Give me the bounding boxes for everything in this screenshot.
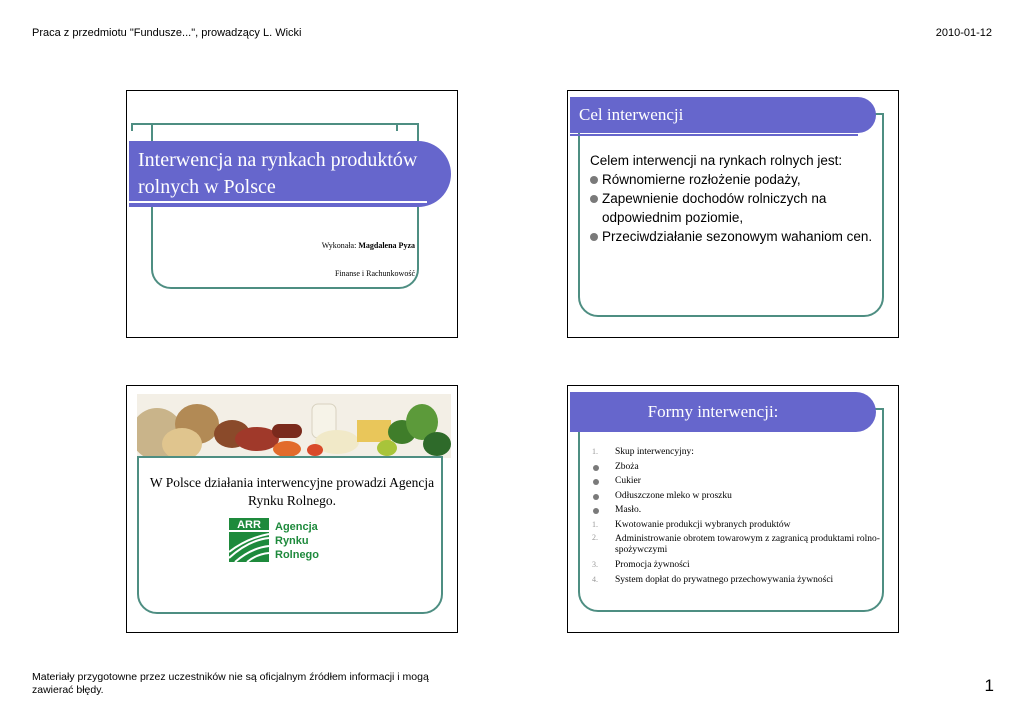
slide-2-title-bar: Cel interwencji [570, 97, 876, 133]
item-number: 3. [592, 560, 598, 569]
item-number: 1. [592, 447, 598, 456]
page-number: 1 [984, 676, 994, 695]
author-prefix: Wykonała: [321, 241, 359, 250]
svg-text:Rynku: Rynku [275, 535, 309, 547]
slide-4-forms [567, 385, 899, 633]
slide-3-text: W Polsce działania interwencyjne prowadzi Agencja Rynku Rolnego. [149, 475, 435, 508]
page-footer-note: Materiały przygotowne przez uczestników nie są oficjalnym źródłem informacji i mogą zawierać błędy. [32, 671, 429, 696]
svg-text:Rolnego: Rolnego [275, 549, 319, 561]
list-item: Równomierne rozłożenie podaży, [590, 170, 880, 189]
item-number: 4. [592, 574, 598, 584]
slide-3-agency [126, 385, 458, 633]
item-text: Promocja żywności [615, 560, 690, 570]
slide-2-title-underline [570, 134, 858, 136]
bullet-dot-icon [593, 508, 599, 514]
list-item [590, 518, 880, 533]
list-item [590, 558, 880, 573]
item-text: System dopłat do prywatnego przechowywania żywności [615, 574, 834, 585]
bullet-dot-icon [593, 465, 599, 471]
item-text: Odłuszczone mleko w proszku [615, 490, 732, 501]
bullet-dot-icon [593, 494, 599, 500]
page-header-title: Praca z przedmiotu "Fundusze...", prowadzący L. Wicki [32, 27, 302, 39]
slide-2-bullet-list [590, 170, 880, 246]
item-text: Administrowanie obrotem towarowym z zagranicą produktami rolno-spożywczymi [615, 534, 880, 555]
item-text: Zboża [615, 461, 639, 472]
list-item [590, 474, 880, 489]
slide-1-title-underline [129, 201, 427, 203]
list-item [590, 489, 880, 504]
bullet-dot-icon [593, 479, 599, 485]
item-text: Masło. [615, 505, 642, 515]
slide-4-title-bar: Formy interwencji: [570, 392, 876, 432]
slide-1-department: Finanse i Rachunkowość [335, 269, 415, 278]
slide-1-title-bar: Interwencja na rynkach produktów rolnych w Polsce [129, 141, 451, 207]
slide-2-content [590, 151, 880, 246]
list-item [590, 503, 880, 518]
item-number: 1. [592, 519, 598, 529]
item-number: 2. [592, 533, 598, 542]
food-products-image [137, 394, 451, 458]
svg-text:ARR: ARR [237, 519, 261, 531]
slide-4-title-underline [570, 429, 858, 431]
list-item [590, 460, 880, 475]
list-item [590, 573, 880, 588]
arr-logo [229, 518, 339, 562]
slide-1-title [126, 90, 458, 338]
author-name: Magdalena Pyza [358, 241, 415, 250]
list-item: Przeciwdziałanie sezonowym wahaniom cen. [590, 227, 880, 246]
list-item [590, 532, 880, 558]
slide-1-author [322, 241, 415, 250]
item-text: Cukier [615, 476, 641, 486]
list-item: Zapewnienie dochodów rolniczych na odpowiednim poziomie, [590, 189, 880, 227]
slide-2-goal [567, 90, 899, 338]
slide-2-intro: Celem interwencji na rynkach rolnych jest: [590, 153, 843, 168]
page-header-date: 2010-01-12 [935, 27, 992, 39]
item-text: Skup interwencyjny: [615, 447, 694, 457]
svg-text:Agencja: Agencja [275, 521, 318, 533]
list-item [590, 445, 880, 460]
slide-4-list [590, 445, 880, 587]
item-text: Kwotowanie produkcji wybranych produktów [615, 519, 791, 530]
